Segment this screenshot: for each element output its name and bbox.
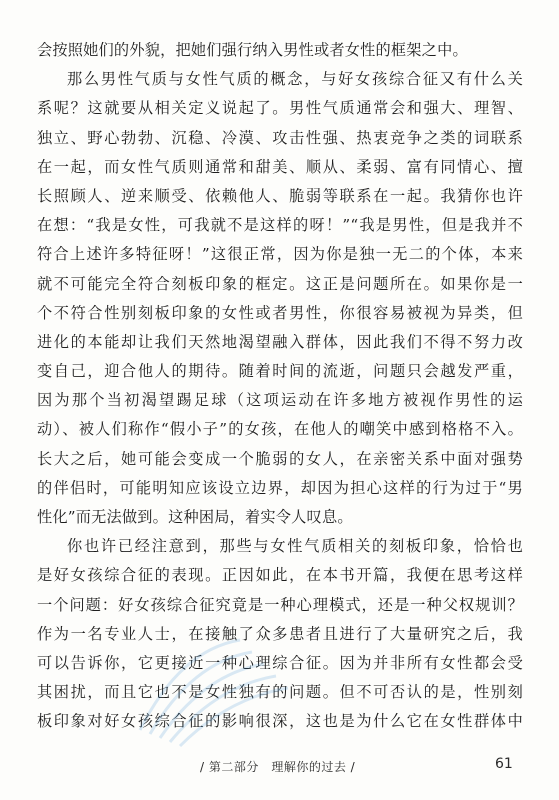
text-line: 变自己，迎合他人的期待。随着时间的流逝，问题只会越发严重， bbox=[37, 362, 523, 381]
text-line: 其困扰，而且它也不是女性独有的问题。但不可否认的是，性别刻 bbox=[37, 683, 523, 702]
text-line: 一个问题：好女孩综合征究竟是一种心理模式，还是一种父权规训？ bbox=[37, 595, 523, 614]
text-line: 板印象对好女孩综合征的影响很深，这也是为什么它在女性群体中 bbox=[37, 712, 523, 731]
text-line: 符合上述许多特征呀！”这很正常，因为你是独一无二的个体，本来 bbox=[37, 245, 523, 264]
page-footer bbox=[0, 756, 559, 778]
text-line: 进化的本能却让我们天然地渴望融入群体，因此我们不得不努力改 bbox=[37, 332, 523, 351]
text-line: 动）、被人们称作“假小子”的女孩，在他人的嘲笑中感到格格不入。 bbox=[37, 420, 523, 439]
text-line: 就不可能完全符合刻板印象的框定。这正是问题所在。如果你是一 bbox=[37, 274, 523, 293]
text-line: 因为那个当初渴望踢足球（这项运动在许多地方被视作男性的运 bbox=[37, 391, 523, 410]
text-line: 长大之后，她可能会变成一个脆弱的女人，在亲密关系中面对强势 bbox=[37, 449, 523, 468]
text-line: 长照顾人、逆来顺受、依赖他人、脆弱等联系在一起。我猜你也许 bbox=[37, 186, 523, 205]
text-line: 那么男性气质与女性气质的概念，与好女孩综合征又有什么关 bbox=[67, 70, 523, 89]
page-number: 61 bbox=[495, 756, 513, 772]
footer-section-title: / 第二部分 理解你的过去 / bbox=[200, 760, 356, 774]
text-line: 独立、野心勃勃、沉稳、冷漠、攻击性强、热衷竞争之类的词联系 bbox=[37, 128, 523, 147]
text-line: 是好女孩综合征的表现。正因如此，在本书开篇，我便在思考这样 bbox=[37, 566, 523, 585]
text-line: 系呢？这就要从相关定义说起了。男性气质通常会和强大、理智、 bbox=[37, 99, 523, 118]
text-line: 个不符合性别刻板印象的女性或者男性，你很容易被视为异类，但 bbox=[37, 303, 523, 322]
text-line: 作为一名专业人士，在接触了众多患者且进行了大量研究之后，我 bbox=[37, 624, 523, 643]
text-line: 的伴侣时，可能明知应该设立边界，却因为担心这样的行为过于“男 bbox=[37, 478, 523, 497]
text-line: 在想：“我是女性，可我就不是这样的呀！”“我是男性，但是我并不 bbox=[37, 216, 523, 235]
text-line: 你也许已经注意到，那些与女性气质相关的刻板印象，恰恰也 bbox=[67, 537, 523, 556]
text-line: 可以告诉你，它更接近一种心理综合征。因为并非所有女性都会受 bbox=[37, 653, 523, 672]
body-text bbox=[37, 36, 523, 737]
text-line: 性化”而无法做到。这种困局，着实令人叹息。 bbox=[37, 508, 353, 526]
text-line: 会按照她们的外貌，把她们强行纳入男性或者女性的框架之中。 bbox=[37, 41, 468, 59]
text-line: 在一起，而女性气质则通常和甜美、顺从、柔弱、富有同情心、擅 bbox=[37, 157, 523, 176]
